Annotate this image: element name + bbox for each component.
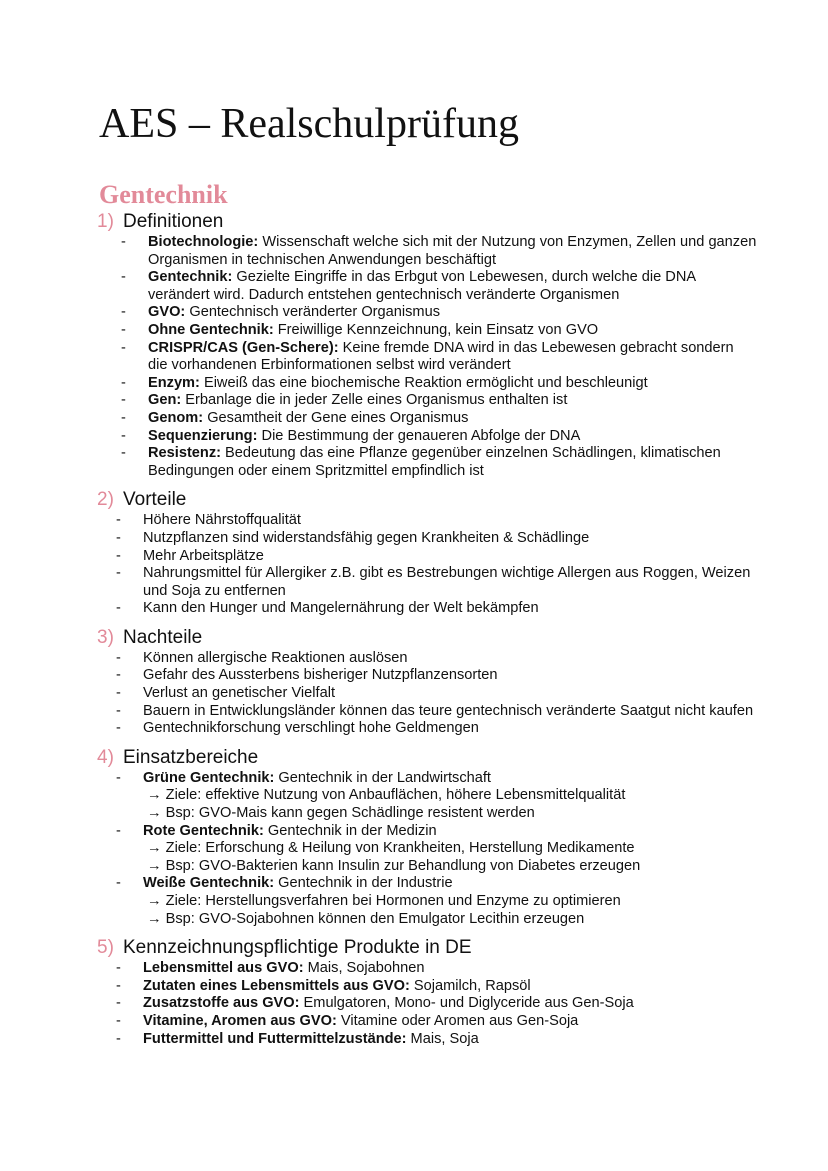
item-text [148,322,757,340]
item-text [143,703,757,721]
list-item [97,720,757,738]
section-heading [97,936,757,960]
item-description: Bedeutung das eine Pflanze gegenüber einzelnen Schädlingen, klimatischen Bedingungen oder einem Spritzmittel empfindlich ist [148,445,721,479]
list-item [97,1031,757,1049]
item-description: Gentechnikforschung verschlingt hohe Geldmengen [143,720,479,737]
item-description: Sojamilch, Rapsöl [409,977,531,994]
bullet-dash-icon: - [121,304,126,321]
section-number: 2) [97,489,114,511]
sub-item: → Bsp: GVO-Sojabohnen können den Emulgator Lecithin erzeugen [147,910,585,927]
bullet-dash-icon: - [121,409,126,426]
topic-title: Gentechnik [99,180,228,209]
bullet-dash-icon: - [121,427,126,444]
item-text [148,445,757,480]
section-label: Nachteile [123,626,203,648]
item-text [143,1013,757,1031]
sub-item: → Ziele: Erforschung & Heilung von Krankheiten, Herstellung Medikamente [147,840,635,857]
item-text [143,1031,757,1049]
item-term: Ohne Gentechnik: [148,321,274,338]
list-item [97,650,757,668]
item-description: Gentechnik in der Landwirtschaft [274,769,491,786]
bullet-dash-icon: - [121,339,126,356]
item-description: Vitamine oder Aromen aus Gen-Soja [336,1012,579,1029]
bullet-dash-icon: - [116,547,121,564]
item-text [143,978,757,996]
item-description: Mais, Soja [406,1030,479,1047]
list-item [97,770,757,788]
item-description: Gesamtheit der Gene eines Organismus [203,409,469,426]
bullet-dash-icon: - [116,995,121,1012]
list-item [97,565,757,600]
item-term: CRISPR/CAS (Gen-Schere): [148,339,339,356]
item-text [143,823,757,841]
item-description: Gentechnisch veränderter Organismus [185,304,440,321]
item-text [143,685,757,703]
bullet-dash-icon: - [116,1030,121,1047]
section-number: 5) [97,937,114,959]
item-text [148,410,757,428]
section-2 [97,488,757,618]
item-text [148,428,757,446]
bullet-dash-icon: - [116,600,121,617]
item-description: Mais, Sojabohnen [303,960,425,977]
item-text [143,995,757,1013]
bullet-list [97,770,757,928]
item-text [143,565,757,600]
section-number: 3) [97,626,114,648]
section-3 [97,626,757,738]
bullet-dash-icon: - [121,269,126,286]
bullet-dash-icon: - [121,374,126,391]
item-text [148,234,757,269]
item-description: Mehr Arbeitsplätze [143,547,264,564]
sub-item: → Ziele: Herstellungsverfahren bei Hormonen und Enzyme zu optimieren [147,893,621,909]
section-number: 1) [97,211,114,232]
item-description: Bauern in Entwicklungsländer können das teure gentechnisch veränderte Saatgut nicht kaufen [143,702,754,719]
item-description: Emulgatoren, Mono- und Diglyceride aus Gen-Soja [299,995,634,1012]
bullet-dash-icon: - [116,875,121,892]
item-text [148,375,757,393]
bullet-dash-icon: - [116,960,121,977]
list-item [97,322,757,340]
item-term: Gen: [148,392,182,409]
list-item [97,269,757,304]
item-description: Gezielte Eingriffe in das Erbgut von Lebewesen, durch welche die DNA verändert wird. Dadurch entstehen gentechnisch veränderte Organismen [148,269,696,303]
bullet-dash-icon: - [116,702,121,719]
sub-item: → Ziele: effektive Nutzung von Anbauflächen, höhere Lebensmittelqualität [147,787,626,804]
section-label: Definitionen [123,211,224,232]
bullet-dash-icon: - [116,529,121,546]
list-item [97,428,757,446]
content [97,210,757,1048]
item-text [148,269,757,304]
sub-item: → Bsp: GVO-Bakterien kann Insulin zur Behandlung von Diabetes erzeugen [147,857,641,874]
item-text [143,667,757,685]
bullet-dash-icon: - [116,649,121,666]
item-description: Können allergische Reaktionen auslösen [143,649,408,666]
list-item [97,392,757,410]
list-item [97,823,757,841]
sub-item: → Bsp: GVO-Mais kann gegen Schädlinge resistent werden [147,805,535,822]
list-item [97,703,757,721]
list-item [97,1013,757,1031]
item-term: Genom: [148,409,204,426]
item-text [143,960,757,978]
item-term: Zutaten eines Lebensmittels aus GVO: [143,977,410,994]
item-description: Keine fremde DNA wird in das Lebewesen gebracht sondern die vorhandenen Erbinformationen selbst wird verändert [148,339,734,374]
section-5 [97,936,757,1048]
bullet-list [97,650,757,738]
item-term: Grüne Gentechnik: [143,769,275,786]
item-description: Nahrungsmittel für Allergiker z.B. gibt es Bestrebungen wichtige Allergen aus Roggen, Weizen und Soja zu entfernen [143,565,751,599]
bullet-dash-icon: - [121,321,126,338]
bullet-dash-icon: - [116,685,121,702]
item-description: Nutzpflanzen sind widerstandsfähig gegen Krankheiten & Schädlinge [143,529,590,546]
bullet-list [97,512,757,618]
list-item [97,960,757,978]
list-item [97,548,757,566]
item-description: Höhere Nährstoffqualität [143,512,301,529]
bullet-dash-icon: - [116,1012,121,1029]
list-item [97,530,757,548]
section-heading [97,210,757,234]
item-description: Kann den Hunger und Mangelernährung der Welt bekämpfen [143,600,539,617]
item-description: Gentechnik in der Industrie [274,875,453,892]
item-term: Rote Gentechnik: [143,822,264,839]
bullet-dash-icon: - [116,769,121,786]
item-text [148,340,757,375]
item-term: Lebensmittel aus GVO: [143,960,304,977]
item-text [148,304,757,322]
item-text [143,875,757,893]
bullet-dash-icon: - [116,822,121,839]
item-term: GVO: [148,304,186,321]
item-description: Verlust an genetischer Vielfalt [143,685,335,702]
item-text [143,512,757,530]
bullet-dash-icon: - [116,565,121,582]
bullet-dash-icon: - [116,512,121,529]
list-item [97,978,757,996]
item-description: Gefahr des Aussterbens bisheriger Nutzpflanzensorten [143,667,498,684]
bullet-dash-icon: - [116,977,121,994]
section-4 [97,746,757,928]
list-item [97,685,757,703]
bullet-dash-icon: - [121,445,126,462]
list-item [97,410,757,428]
section-label: Kennzeichnungspflichtige Produkte in DE [123,937,472,959]
bullet-dash-icon: - [116,720,121,737]
item-term: Resistenz: [148,445,221,462]
section-number: 4) [97,746,114,768]
list-item [97,234,757,269]
item-term: Sequenzierung: [148,427,258,444]
item-description: Gentechnik in der Medizin [263,822,437,839]
section-heading [97,626,757,650]
section-heading [97,746,757,770]
item-term: Enzym: [148,374,200,391]
section-label: Einsatzbereiche [123,746,259,768]
list-item [97,340,757,375]
item-description: Erbanlage die in jeder Zelle eines Organismus enthalten ist [181,392,568,409]
item-term: Vitamine, Aromen aus GVO: [143,1012,337,1029]
item-description: Wissenschaft welche sich mit der Nutzung von Enzymen, Zellen und ganzen Organismen in technischen Anwendungen beschäftigt [148,234,757,268]
item-description: Freiwillige Kennzeichnung, kein Einsatz von GVO [273,321,599,338]
item-description: Eiweiß das eine biochemische Reaktion ermöglicht und beschleunigt [199,374,648,391]
item-text [148,392,757,410]
bullet-dash-icon: - [116,667,121,684]
list-item [97,667,757,685]
item-text [143,650,757,668]
section-heading [97,488,757,512]
item-term: Futtermittel und Futtermittelzustände: [143,1030,407,1047]
list-item [97,600,757,618]
list-item [97,512,757,530]
bullet-dash-icon: - [121,234,126,250]
item-text [143,548,757,566]
bullet-list [97,960,757,1048]
item-text [143,600,757,618]
bullet-list [97,234,757,480]
list-item [97,304,757,322]
section-1 [97,210,757,480]
list-item [97,995,757,1013]
item-term: Zusatzstoffe aus GVO: [143,995,300,1012]
item-description: Die Bestimmung der genaueren Abfolge der DNA [257,427,581,444]
section-label: Vorteile [123,489,187,511]
page-title: AES – Realschulprüfung [99,101,519,147]
item-term: Weiße Gentechnik: [143,875,275,892]
item-term: Gentechnik: [148,269,233,286]
list-item [97,445,757,480]
item-text [143,720,757,738]
item-text [143,530,757,548]
item-text [143,770,757,788]
bullet-dash-icon: - [121,392,126,409]
list-item [97,375,757,393]
list-item [97,875,757,893]
item-term: Biotechnologie: [148,234,259,250]
